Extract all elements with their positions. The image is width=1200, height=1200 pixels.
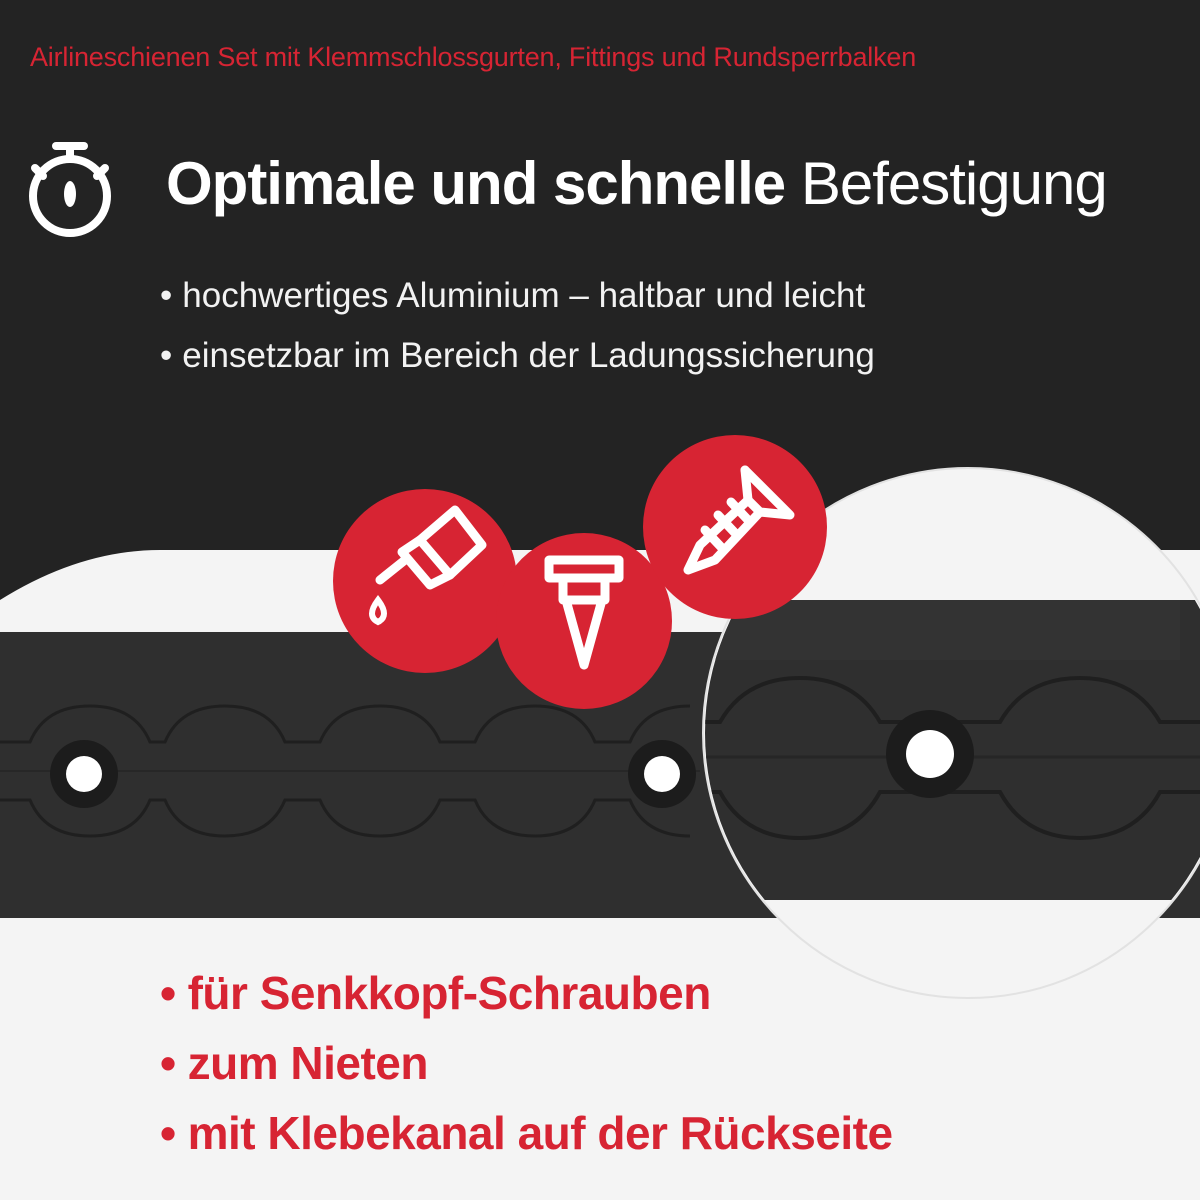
headline-light: Befestigung bbox=[800, 150, 1107, 217]
product-caption: Airlineschienen Set mit Klemmschlossgurten, Fittings und Rundsperrbalken bbox=[30, 42, 917, 72]
feature-item: • zum Nieten bbox=[160, 1028, 893, 1098]
feature-item: • einsetzbar im Bereich der Ladungssicherung bbox=[160, 326, 875, 386]
feature-item: • mit Klebekanal auf der Rückseite bbox=[160, 1098, 893, 1168]
screw-icon bbox=[643, 435, 827, 619]
glue-bottle-icon bbox=[333, 489, 517, 673]
rivet-icon bbox=[496, 533, 672, 709]
headline-bold: Optimale und schnelle bbox=[166, 150, 786, 217]
feature-item: • für Senkkopf-Schrauben bbox=[160, 958, 893, 1028]
feature-list-bottom bbox=[160, 958, 893, 1168]
feature-item: • hochwertiges Aluminium – haltbar und leicht bbox=[160, 266, 875, 326]
